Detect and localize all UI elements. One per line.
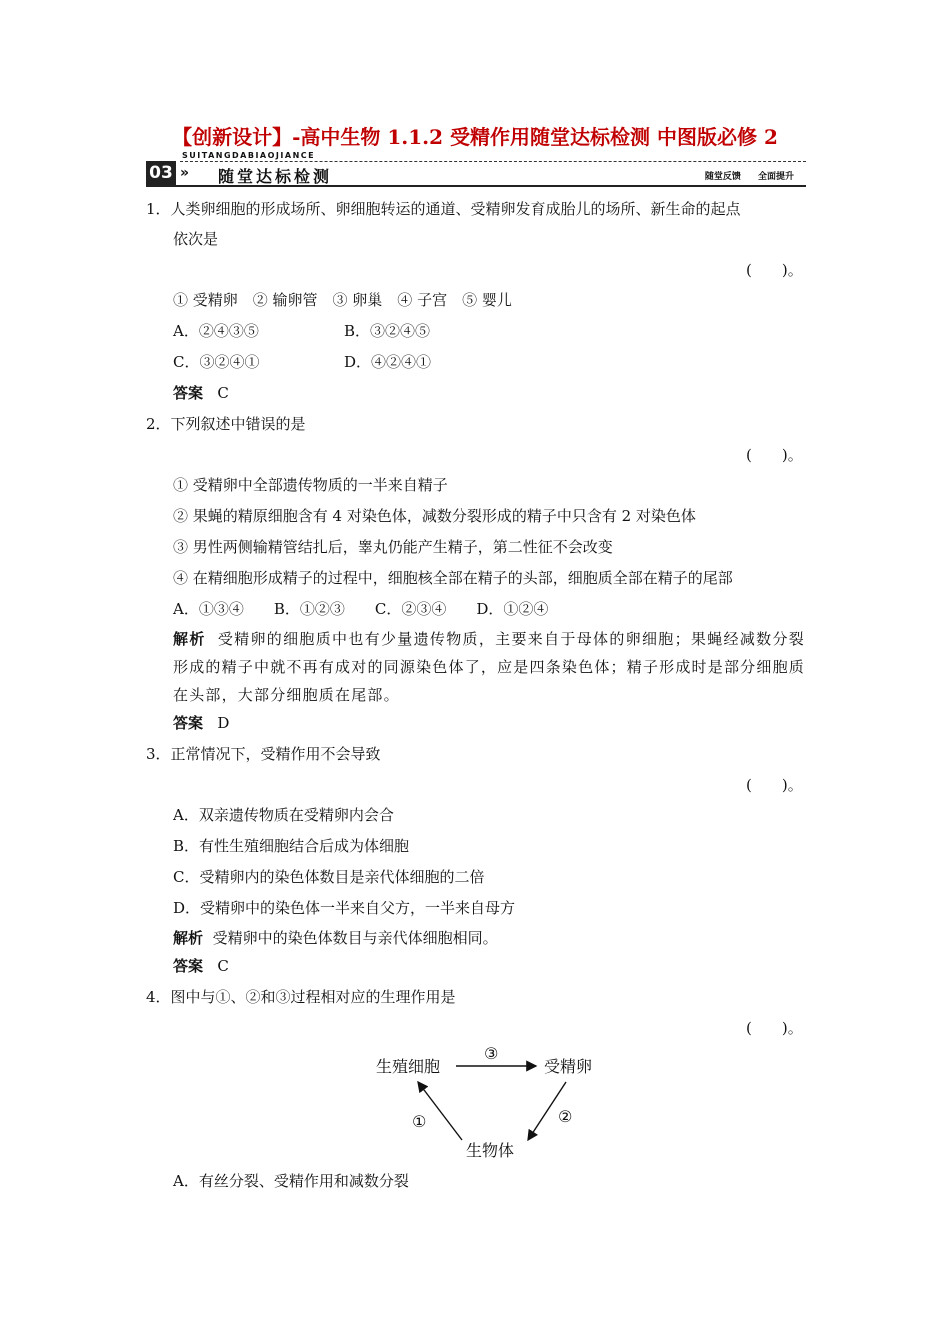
arrow-label-2: ② [558, 1107, 573, 1126]
q3-option-c: C．受精卵内的染色体数目是亲代体细胞的二倍 [173, 868, 485, 886]
q3-answer [173, 956, 229, 976]
life-cycle-diagram [370, 1040, 610, 1165]
q1-answer [173, 383, 229, 403]
section-pinyin: SUITANGDABIAOJIANCE [182, 151, 316, 160]
q4-stem: 4．图中与①、②和③过程相对应的生理作用是 [146, 988, 456, 1006]
document-title: 【创新设计】-高中生物 1.1.2 受精作用随堂达标检测 中图版必修 2 [172, 125, 778, 149]
tagline-improve: 全面提升 [757, 172, 794, 182]
answer-label: 答案 [173, 714, 204, 732]
answer-label: 答案 [173, 384, 204, 402]
q1-option-c: C．③②④① [173, 353, 260, 371]
q2-analysis [173, 625, 805, 709]
answer-value: C [217, 384, 229, 402]
answer-value: C [217, 957, 229, 975]
q1-option-a: A．②④③⑤ [173, 322, 259, 340]
banner-dashed-rule [180, 161, 806, 162]
node-zygote: 受精卵 [544, 1057, 593, 1076]
q3-analysis [173, 928, 498, 948]
section-heading: 随堂达标检测 [218, 167, 333, 186]
node-germ-cell: 生殖细胞 [376, 1057, 441, 1076]
q2-statement-4: ④ 在精细胞形成精子的过程中，细胞核全部在精子的头部，细胞质全部在精子的尾部 [173, 569, 733, 587]
q2-options: A．①③④ B．①②③ C．②③④ D．①②④ [173, 600, 549, 618]
q3-answer-blank: ( )。 [746, 776, 803, 794]
q3-stem: 3．正常情况下，受精作用不会导致 [146, 745, 381, 763]
q2-statement-1: ① 受精卵中全部遗传物质的一半来自精子 [173, 476, 448, 494]
q1-stem-line1: 1．人类卵细胞的形成场所、卵细胞转运的通道、受精卵发育成胎儿的场所、新生命的起点 [146, 200, 741, 218]
node-organism: 生物体 [466, 1141, 515, 1160]
arrow-organism-to-germ [418, 1082, 462, 1140]
q1-items: ① 受精卵 ② 输卵管 ③ 卵巢 ④ 子宫 ⑤ 婴儿 [173, 291, 512, 309]
q4-answer-blank: ( )。 [746, 1019, 803, 1037]
q4-option-a: A．有丝分裂、受精作用和减数分裂 [173, 1172, 409, 1190]
q1-option-d: D．④②④① [344, 353, 432, 371]
section-number: 03 [146, 161, 176, 185]
arrow-label-1: ① [412, 1112, 427, 1131]
q2-answer-blank: ( )。 [746, 446, 803, 464]
arrow-label-3: ③ [484, 1044, 499, 1063]
q3-option-b: B．有性生殖细胞结合后成为体细胞 [173, 837, 410, 855]
analysis-text: 受精卵的细胞质中也有少量遗传物质，主要来自于母体的卵细胞；果蝇经减数分裂形成的精子中就不再有成对的同源染色体了，应是四条染色体；精子形成时是部分细胞质在头部，大部分细胞质在尾部。 [173, 630, 805, 704]
q2-answer [173, 713, 229, 733]
analysis-label: 解析 [173, 630, 206, 648]
tagline-feedback: 随堂反馈 [704, 172, 741, 182]
q3-option-d: D．受精卵中的染色体一半来自父方，一半来自母方 [173, 899, 516, 917]
q2-statement-3: ③ 男性两侧输精管结扎后，睾丸仍能产生精子，第二性征不会改变 [173, 538, 613, 556]
q1-answer-blank: ( )。 [746, 261, 803, 279]
answer-value: D [217, 714, 230, 732]
double-chevron-icon: » [180, 165, 190, 181]
q3-option-a: A．双亲遗传物质在受精卵内会合 [173, 806, 394, 824]
banner-rule [146, 185, 806, 187]
q2-statement-2: ② 果蝇的精原细胞含有 4 对染色体，减数分裂形成的精子中只含有 2 对染色体 [173, 507, 696, 525]
section-banner [146, 151, 806, 187]
q1-option-b: B．③②④⑤ [344, 322, 431, 340]
banner-tagline [691, 169, 794, 182]
q2-stem: 2．下列叙述中错误的是 [146, 415, 306, 433]
analysis-text: 受精卵中的染色体数目与亲代体细胞相同。 [212, 929, 498, 947]
q1-stem-line2: 依次是 [173, 230, 219, 248]
analysis-label: 解析 [173, 929, 204, 947]
answer-label: 答案 [173, 957, 204, 975]
